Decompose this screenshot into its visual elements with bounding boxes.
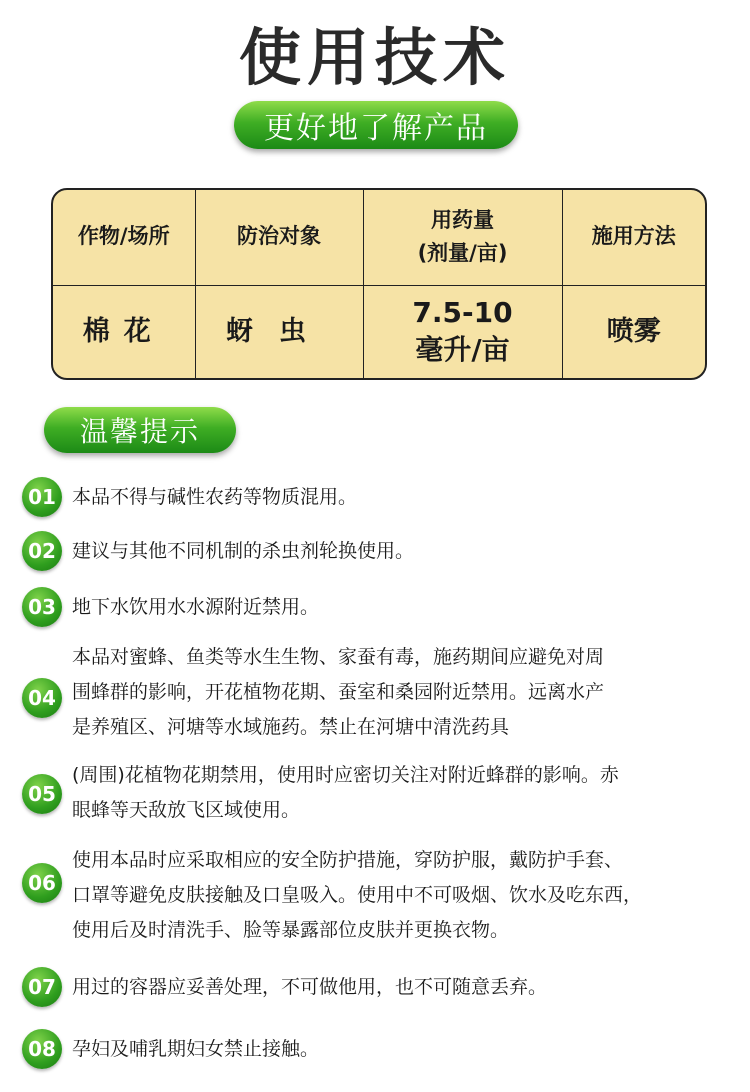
cell-target: 蚜虫 (195, 285, 363, 378)
tip-text: 用过的容器应妥善处理，不可做他用，也不可随意丢弃。 (72, 976, 548, 998)
tip-text: 本品对蜜蜂、鱼类等水生生物、家蚕有毒，施药期间应避免对周 围蜂群的影响，开花植物花期、蚕室和桑园附近禁用。远离水产 是养殖区、河塘等水域施药。禁止在河塘中清洗药具 (72, 646, 605, 738)
tip-text: 建议与其他不同机制的杀虫剂轮换使用。 (72, 540, 415, 562)
number-badge: 08 (22, 1029, 62, 1069)
cell-method: 喷雾 (562, 285, 705, 378)
number-badge: 07 (22, 967, 62, 1007)
header-dosage: 用药量 (剂量/亩) (363, 190, 562, 285)
number-badge: 05 (22, 774, 62, 814)
table-header-row (53, 190, 705, 285)
number-badge: 06 (22, 863, 62, 903)
header-crop: 作物/场所 (53, 190, 195, 285)
page-title: 使用技术 (238, 21, 511, 94)
tip-text: 孕妇及哺乳期妇女禁止接触。 (72, 1038, 320, 1060)
tip-text: 地下水饮用水水源附近禁用。 (72, 596, 320, 618)
cell-dosage: 7.5-10 毫升/亩 (363, 285, 562, 378)
subtitle-pill: 更好地了解产品 (234, 101, 518, 149)
cell-crop: 棉花 (53, 285, 195, 378)
tip-text: 使用本品时应采取相应的安全防护措施，穿防护服，戴防护手套、 口罩等避免皮肤接触及口皇吸入。使用中不可吸烟、饮水及吃东西， 使用后及时清洗手、脸等暴露部位皮肤并更换衣物。 (72, 849, 643, 941)
number-badge: 02 (22, 531, 62, 571)
header-target: 防治对象 (195, 190, 363, 285)
tip-text: 本品不得与碱性农药等物质混用。 (72, 486, 358, 508)
tips-title-pill: 温馨提示 (44, 407, 236, 453)
number-badge: 03 (22, 587, 62, 627)
number-badge: 01 (22, 477, 62, 517)
number-badge: 04 (22, 678, 62, 718)
tip-text: (周围)花植物花期禁用，使用时应密切关注对附近蜂群的影响。赤 眼蜂等天敌放飞区域使用。 (72, 764, 619, 821)
header-method: 施用方法 (562, 190, 705, 285)
usage-table (51, 188, 707, 380)
table-row (53, 285, 705, 378)
